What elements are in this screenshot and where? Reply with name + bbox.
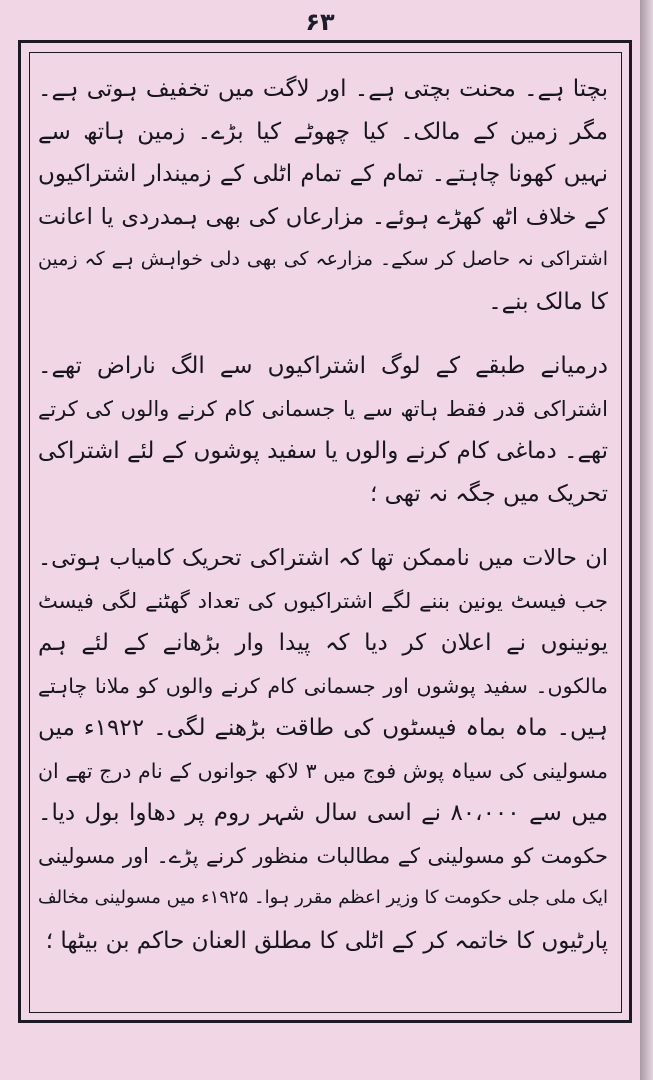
text-line: میں سے ۸۰،۰۰۰ نے اسی سال شہر روم پر دھاوا بول دیا۔	[38, 800, 609, 826]
text-line: حکومت کو مسولینی کے مطالبات منظور کرنے پڑے۔ اور مسولینی	[38, 843, 608, 868]
text-line: ہیں۔ ماہ بماہ فیسٹوں کی طاقت بڑھنے لگی۔ ۱۹۲۲ء میں	[38, 715, 608, 741]
text-line: کا مالک بنے۔	[488, 288, 608, 315]
paragraph-3	[38, 537, 608, 962]
text-line: درمیانے طبقے کے لوگ اشتراکیوں سے الگ ناراض تھے۔	[38, 353, 608, 379]
text-line: اشتراکی قدر فقط ہاتھ سے یا جسمانی کام کرنے والوں کی کرتے	[38, 396, 608, 421]
text-line: پارٹیوں کا خاتمہ کر کے اٹلی کا مطلق العنان حاکم بن بیٹھا ؛	[45, 927, 608, 954]
text-line: مالکوں۔ سفید پوشوں اور جسمانی کام کرنے والوں کو ملانا چاہتے	[38, 673, 608, 698]
text-line: بچتا ہے۔ محنت بچتی ہے۔ اور لاگت میں تخفیف ہوتی ہے۔	[38, 76, 608, 102]
text-line: جب فیسٹ یونین بننے لگے اشتراکیوں کی تعداد گھٹنے لگی فیسٹ	[38, 588, 608, 613]
page-edge-shadow	[640, 0, 653, 1080]
page-number: ۶۳	[305, 8, 335, 36]
text-line: تھے۔ دماغی کام کرنے والوں یا سفید پوشوں کے لئے اشتراکی	[37, 438, 608, 464]
text-line: ان حالات میں ناممکن تھا کہ اشتراکی تحریک کامیاب ہوتی۔	[38, 545, 608, 571]
text-line: یونینوں نے اعلان کر دیا کہ پیدا وار بڑھانے کے لئے ہم	[38, 630, 608, 656]
text-line: مسولینی کی سیاہ پوش فوج میں ۳ لاکھ جوانوں کے نام درج تھے ان	[38, 758, 608, 783]
text-line: تحریک میں جگہ نہ تھی ؛	[369, 480, 608, 507]
text-line: کے خلاف اٹھ کھڑے ہوئے۔ مزارعاں کی بھی ہمدردی یا اعانت	[38, 203, 608, 230]
text-line: مگر زمین کے مالک۔ کیا چھوٹے کیا بڑے۔ زمین ہاتھ سے	[38, 118, 608, 145]
text-line: نہیں کھونا چاہتے۔ تمام کے تمام اٹلی کے زمیندار اشتراکیوں	[38, 161, 608, 187]
paragraph-1	[38, 68, 608, 323]
text-line: اشتراکی نہ حاصل کر سکے۔ مزارعہ کی بھی دلی خواہش ہے کہ زمین	[38, 248, 608, 270]
paragraph-2	[38, 345, 608, 515]
body-text	[38, 68, 608, 962]
text-line: ایک ملی جلی حکومت کا وزیر اعظم مقرر ہوا۔ ۱۹۲۵ء میں مسولینی مخالف	[38, 887, 608, 908]
